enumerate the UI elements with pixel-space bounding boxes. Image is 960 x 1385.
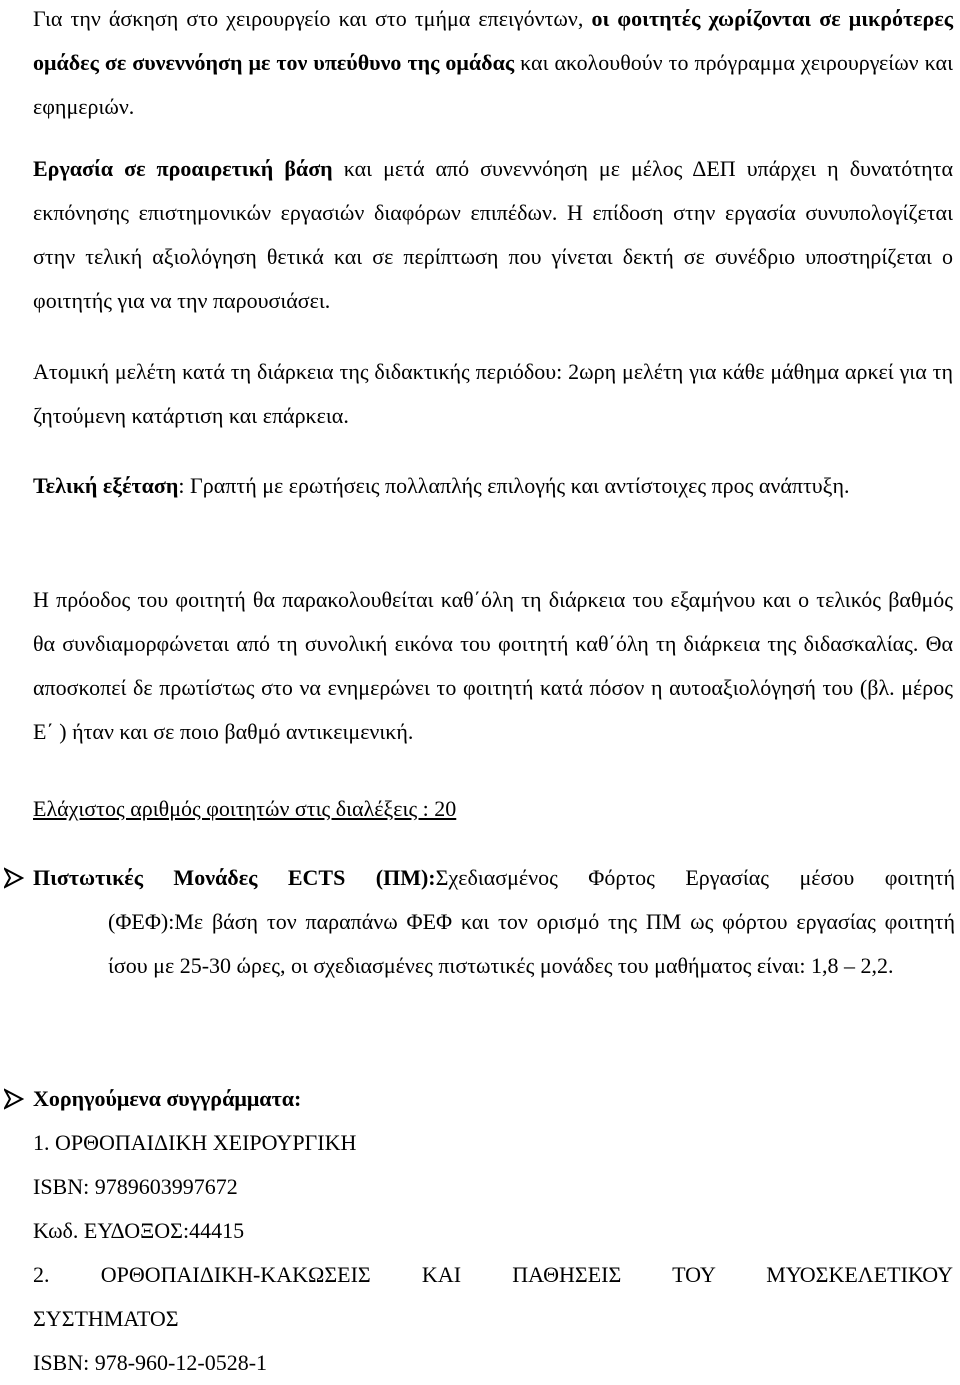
p1-bold-text: οι φοιτητές χωρίζονται σε μικρότερες ομάδες σε συνεννόηση με τον υπεύθυνο της ομάδας — [33, 6, 953, 75]
ects-text-1: Σχεδιασμένος Φόρτος Εργασίας μέσου φοιτητή — [435, 865, 956, 890]
book-2-isbn: ISBN: 978-960-12-0528-1 — [33, 1350, 268, 1375]
p4-text: : Γραπτή με ερωτήσεις πολλαπλής επιλογής και αντίστοιχες προς ανάπτυξη. — [178, 473, 850, 498]
book-2-title-cont: ΣΥΣΤΗΜΑΤΟΣ — [33, 1306, 179, 1331]
paragraph-individual-study — [33, 350, 953, 438]
p3-text: Ατομική μελέτη κατά τη διάρκεια της διδακτικής περιόδου: 2ωρη μελέτη για κάθε μάθημα αρκεί για τη ζητούμενη κατάρτιση και επάρκεια. — [33, 359, 953, 428]
ects-heading: Πιστωτικές Μονάδες ECTS (ΠΜ): — [33, 865, 436, 890]
p1-text-1: Για την άσκηση στο χειρουργείο και στο τμήμα επειγόντων, — [33, 6, 592, 31]
ects-first-line — [33, 856, 955, 900]
p2-bold-text: Εργασία σε προαιρετική βάση — [33, 156, 333, 181]
ects-section — [33, 856, 955, 900]
book-2-title: 2. ΟΡΘΟΠΑΙΔΙΚΗ-ΚΑΚΩΣΕΙΣ ΚΑΙ ΠΑΘΗΣΕΙΣ ΤΟΥ ΜΥΟΣΚΕΛΕΤΙΚΟΥ — [33, 1262, 953, 1287]
paragraph-surgery-groups — [33, 0, 953, 129]
p1-text-2: και ακολουθούν το πρόγραμμα χειρουργείων και εφημεριών. — [33, 50, 953, 119]
ects-continuation — [108, 900, 955, 988]
p5-text: Η πρόοδος του φοιτητή θα παρακολουθείται καθ΄όλη τη διάρκεια του εξαμήνου και ο τελικός βαθμός θα συνδιαμορφώνεται από τη συνολική εικόνα του φοιτητή καθ΄όλη τη διάρκεια της διδασκαλίας. Θα αποσκοπεί δε πρωτίστως στο να ενημερώνει το φοιτητή κατά πόσον η αυτοαξιολόγησή του (βλ. μέρος Ε΄ ) ήταν και σε ποιο βαθμό αντικειμενική. — [33, 587, 953, 744]
paragraph-final-exam — [33, 464, 953, 508]
paragraph-student-progress — [33, 578, 953, 754]
arrowhead-bullet-icon — [4, 867, 24, 889]
book-1-code: Κωδ. ΕΥΔΟΞΟΣ:44415 — [33, 1218, 245, 1243]
p4-bold-text: Τελική εξέταση — [33, 473, 179, 498]
paragraph-min-students — [33, 787, 953, 831]
paragraph-optional-work — [33, 147, 953, 323]
p2-text: και μετά από συνεννόηση με μέλος ΔΕΠ υπάρχει η δυνατότητα εκπόνησης επιστημονικών εργασιών διαφόρων επιπέδων. Η επίδοση στην εργασία συνυπολογίζεται στην τελική αξιολόγηση θετικά και σε περίπτωση που γίνεται δεκτή σε συνέδριο υποστηρίζεται ο φοιτητής για να την παρουσιάσει. — [33, 156, 954, 313]
ects-text-2: (ΦΕΦ):Με βάση τον παραπάνω ΦΕΦ και τον ορισμό της ΠΜ ως φόρτου εργασίας φοιτητή ίσου με 25-30 ώρες, οι σχεδιασμένες πιστωτικές μονάδες του μαθήματος είναι: 1,8 – 2,2. — [108, 909, 955, 978]
textbooks-heading: Χορηγούμενα συγγράμματα: — [33, 1086, 302, 1111]
book-1-title: 1. ΟΡΘΟΠΑΙΔΙΚΗ ΧΕΙΡΟΥΡΓΙΚΗ — [33, 1130, 357, 1155]
arrowhead-bullet-icon — [4, 1088, 24, 1110]
min-students-text: Ελάχιστος αριθμός φοιτητών στις διαλέξεις : 20 — [33, 796, 457, 821]
book-1-isbn: ISBN: 9789603997672 — [33, 1174, 238, 1199]
textbooks-section — [33, 1077, 953, 1385]
